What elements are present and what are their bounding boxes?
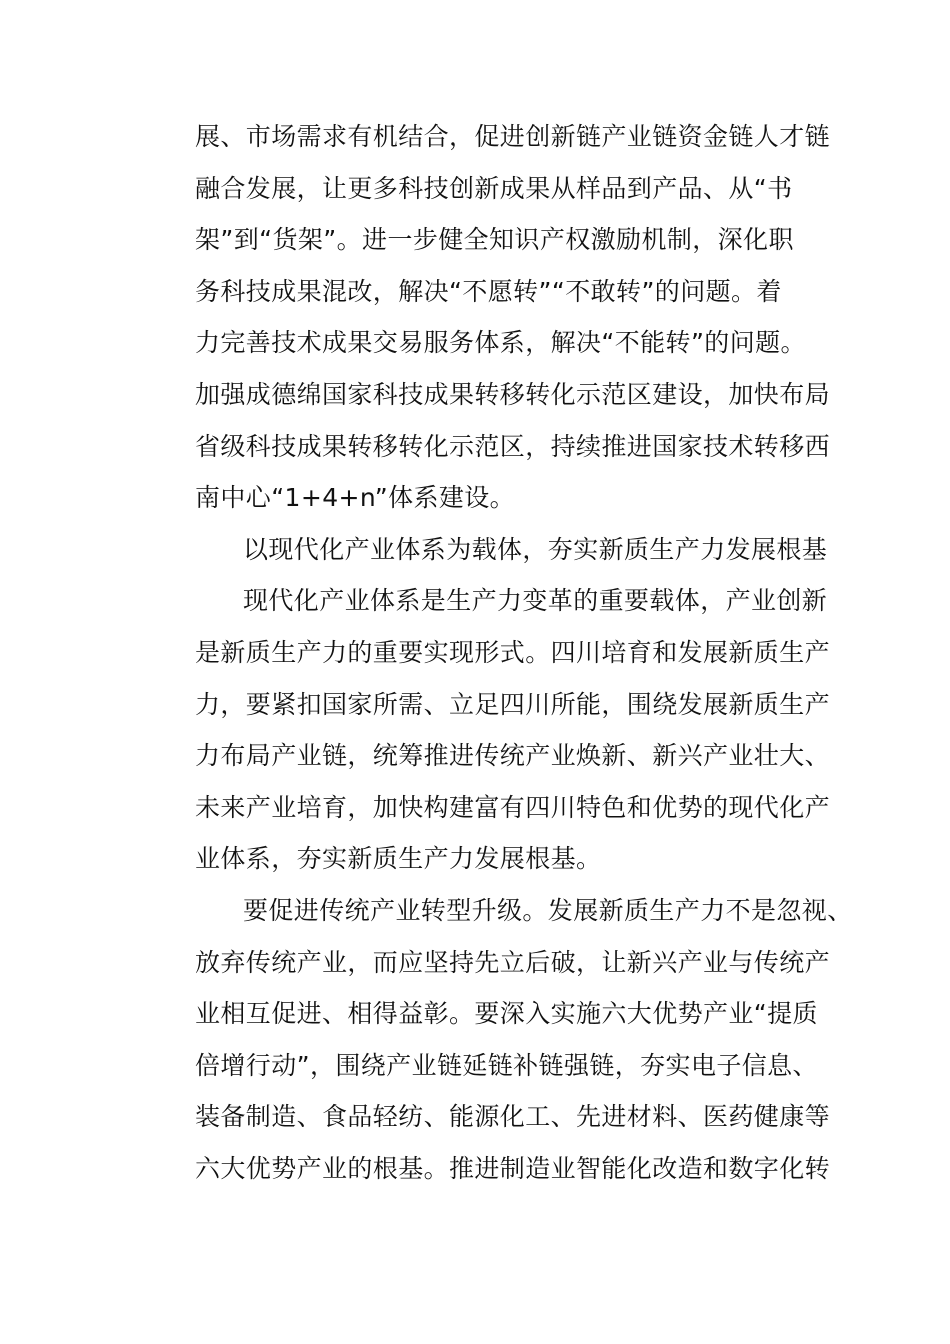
text-line: 力完善技术成果交易服务体系，解决“不能转”的问题。 — [195, 328, 806, 358]
text-line: 南中心“1+4+n”体系建设。 — [195, 483, 516, 513]
text-line: 融合发展，让更多科技创新成果从样品到产品、从“书 — [195, 173, 793, 203]
text-line: 力，要紧扣国家所需、立足四川所能，围绕发展新质生产 — [195, 689, 831, 719]
text-line: 倍增行动”，围绕产业链延链补链强链，夯实电子信息、 — [195, 1050, 818, 1080]
text-line: 省级科技成果转移转化示范区，持续推进国家技术转移西 — [195, 431, 831, 461]
text-line: 业相互促进、相得益彰。要深入实施六大优势产业“提质 — [195, 999, 818, 1029]
text-line: 未来产业培育，加快构建富有四川特色和优势的现代化产 — [195, 792, 831, 822]
text-line: 务科技成果混改，解决“不愿转”“不敢转”的问题。着 — [195, 276, 782, 306]
text-line: 力布局产业链，统筹推进传统产业焕新、新兴产业壮大、 — [195, 741, 831, 771]
document-body — [195, 111, 853, 1194]
section-heading: 以现代化产业体系为载体，夯实新质生产力发展根基 — [243, 534, 828, 564]
text-line: 现代化产业体系是生产力变革的重要载体，产业创新 — [243, 586, 828, 616]
text-line: 放弃传统产业，而应坚持先立后破，让新兴产业与传统产 — [195, 947, 831, 977]
text-line: 是新质生产力的重要实现形式。四川培育和发展新质生产 — [195, 637, 831, 667]
text-line: 装备制造、食品轻纺、能源化工、先进材料、医药健康等 — [195, 1102, 831, 1132]
text-line: 六大优势产业的根基。推进制造业智能化改造和数字化转 — [195, 1153, 831, 1183]
text-line: 架”到“货架”。进一步健全知识产权激励机制，深化职 — [195, 225, 794, 255]
text-line: 展、市场需求有机结合，促进创新链产业链资金链人才链 — [195, 122, 831, 151]
text-line: 加强成德绵国家科技成果转移转化示范区建设，加快布局 — [195, 379, 831, 409]
text-line: 业体系，夯实新质生产力发展根基。 — [195, 844, 602, 874]
text-line: 要促进传统产业转型升级。发展新质生产力不是忽视、 — [243, 895, 853, 925]
